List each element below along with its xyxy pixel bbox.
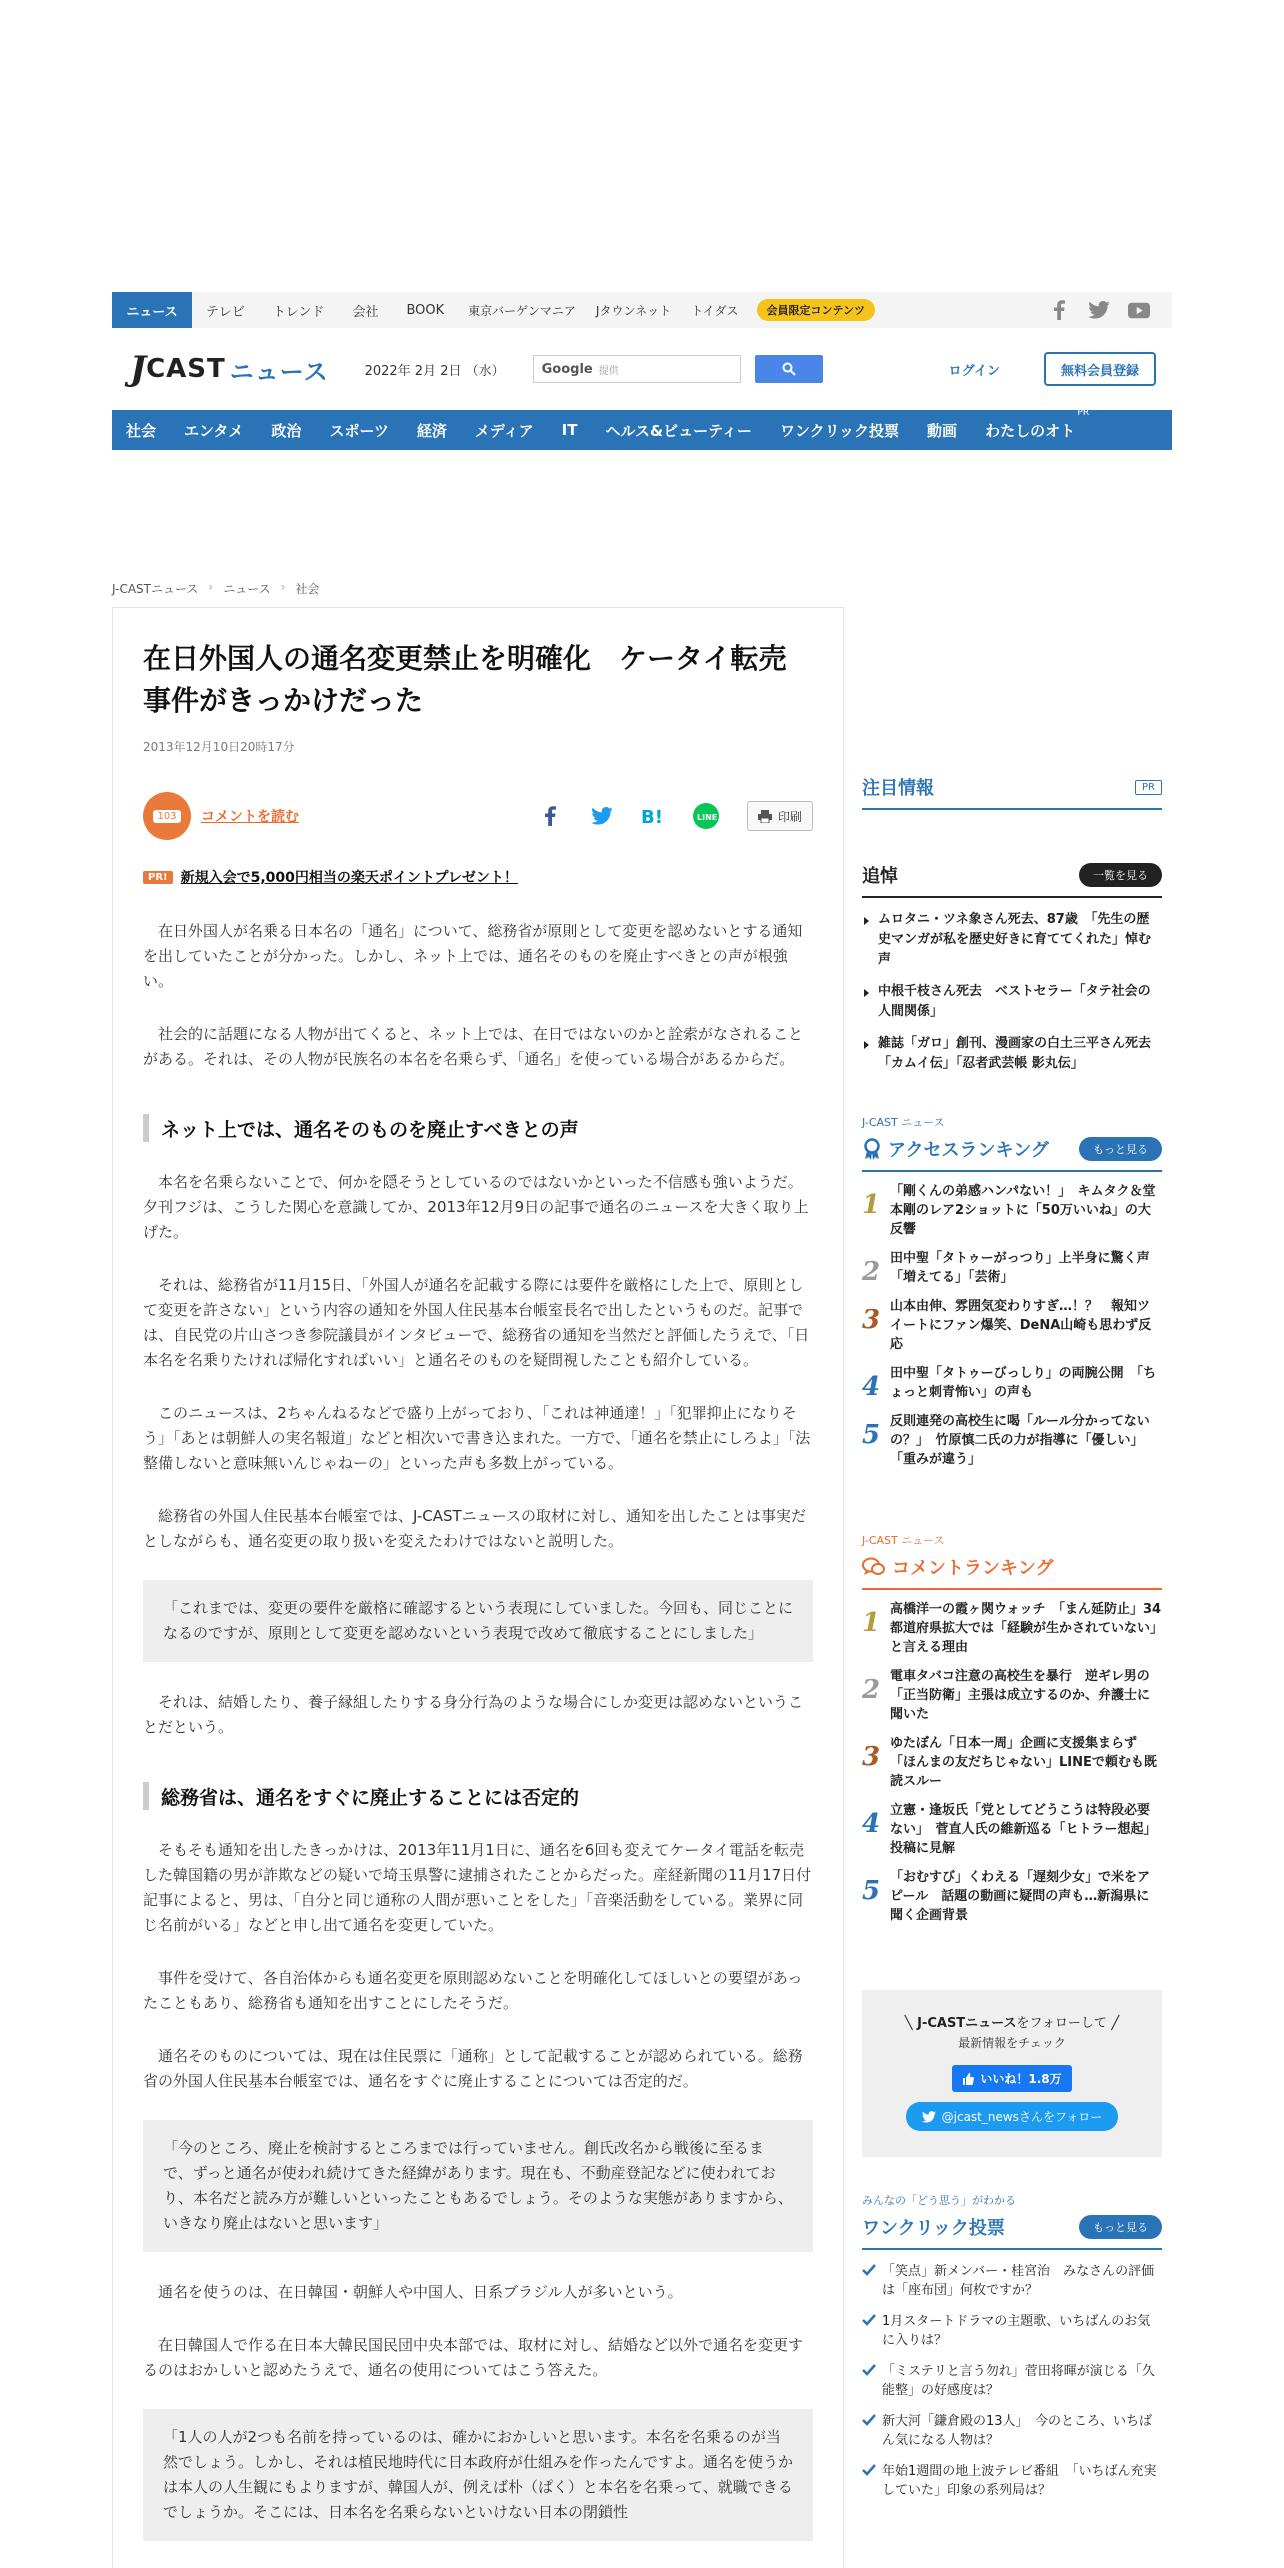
poll-item[interactable] [862,2412,1162,2450]
access-kicker: J-CAST ニュース [862,1116,945,1129]
breadcrumb-news[interactable]: ニュース [223,582,271,596]
ranking-item[interactable] [862,1600,1162,1657]
ribbon-icon [862,1138,882,1160]
article-paragraph: 在日韓国人で作る在日本大韓民国民団中央本部では、取材に対し、結婚など以外で通名を変更するのはおかしいと認めたうえで、通名の使用についてはこう答えた。 [143,2336,804,2379]
poll-section [862,2192,1162,2500]
cat-health-beauty[interactable]: ヘルス&ビューティー [605,421,752,440]
topnav-trend[interactable]: トレンド [272,304,325,320]
rank-number: 2 [862,1675,881,1705]
topnav-book[interactable]: BOOK [406,302,445,318]
topnav-jtown[interactable]: Jタウンネット [595,303,672,318]
breadcrumb-society[interactable]: 社会 [295,582,320,596]
checkmark-icon [862,2363,876,2377]
poll-item[interactable] [862,2312,1162,2350]
checkmark-icon [862,2463,876,2477]
article-paragraph: このニュースは、2ちゃんねるなどで盛り上がっており、「これは神通達！」「犯罪抑止になりそう」「あとは朝鮮人の実名報道」などと相次いで書き込まれた。一方で、「通名を禁止にしろよ」「法整備しないと意味無いんじゃねーの」といった声も多数上がっている。 [143,1404,811,1472]
article-paragraph: 通名を使うのは、在日韓国・朝鮮人や中国人、日系ブラジル人が多いという。 [158,2283,683,2301]
rank-number: 4 [862,1809,881,1839]
speech-bubble-icon [862,1557,886,1577]
twitter-icon[interactable] [1088,299,1110,321]
cat-video[interactable]: 動画 [927,421,958,440]
cat-watashi-no-oto[interactable] [985,407,1090,441]
article-date: 2013年12月10日20時17分 [143,740,295,754]
comment-count-badge[interactable] [143,792,191,840]
checkmark-icon [862,2263,876,2277]
ranking-item[interactable] [862,1297,1162,1354]
rank-text: 山本由伸、雰囲気変わりすぎ…！？ 報知ツイートにファン爆笑、DeNA山崎も思わず反応 [890,1299,1152,1352]
comment-count: 103 [153,810,180,823]
article-quote: 「今のところ、廃止を検討するところまでは行っていません。創氏改名から戦後に至るまで、ずっと通名が使われ続けてきた経緯があります。現在も、不動産登記などに使われており、本名だと読み方が難しいといったこともあるでしょう。そのような実態がありますから、いきなり廃止はないと思います」 [143,2120,813,2252]
obituary-more-button[interactable]: 一覧を見る [1079,863,1162,887]
rank-number: 3 [862,1305,881,1335]
follow-brand: J-CASTニュース [917,2016,1017,2031]
ranking-item[interactable] [862,1667,1162,1724]
ranking-item[interactable] [862,1364,1162,1402]
svg-text:LINE: LINE [697,813,718,822]
cat-one-click-vote[interactable]: ワンクリック投票 [779,421,900,440]
obituary-header [862,862,1162,898]
line-share-icon[interactable] [693,803,719,829]
topnav-company[interactable]: 会社 [352,304,379,320]
comment-ranking-list [862,1600,1162,1925]
poll-item-text: 1月スタートドラマの主題歌、いちばんのお気に入りは？ [882,2314,1151,2348]
rank-text: 立憲・逢坂氏「党としてどうこうは特段必要ない」 菅直人氏の維新巡る「ヒトラー想起」投稿に見解 [890,1803,1157,1856]
article-paragraph: そもそも通知を出したきっかけは、2013年11月1日に、通名を6回も変えてケータイ電話を転売した韓国籍の男が詐欺などの疑いで埼玉県警に逮捕されたことからだった。産経新聞の11月17日付記事によると、男は、「自分と同じ通称の人間が悪いことをした」「音楽活動をしている。業界に同じ名前がいる」などと申し出て通名を変更していた。 [143,1841,812,1934]
poll-item-text: 新大河「鎌倉殿の13人」 今のところ、いちばん気になる人物は？ [882,2414,1153,2448]
follow-text: をフォローして [1016,2016,1107,2031]
checkmark-icon [862,2313,876,2327]
rank-text: 反則連発の高校生に喝「ルール分かってないの？」 竹原慎二氏の力が指導に「優しい」「重みが違う」 [890,1414,1150,1467]
ranking-item[interactable] [862,1801,1162,1858]
list-item[interactable]: 雑誌「ガロ」創刊、漫画家の白土三平さん死去 「カムイ伝」「忍者武芸帳 影丸伝」 [862,1034,1162,1074]
rank-text: 「剛くんの弟感ハンパない！」 キムタク＆堂本剛のレア2ショットに「50万いいね」の大反響 [890,1184,1156,1237]
poll-item[interactable] [862,2362,1162,2400]
search-brand: Google [541,361,593,377]
cat-media[interactable]: メディア [474,421,534,440]
rank-number: 4 [862,1372,881,1402]
breadcrumb-separator: › [208,580,214,594]
svg-text:B!: B! [641,807,663,826]
topnav-bargain-mania[interactable]: 東京バーゲンマニア [468,303,576,318]
rank-number: 1 [862,1608,881,1638]
logo-news: ニュース [229,357,329,386]
rank-text: 「おむすび」くわえる「遅刻少女」で米をアピール 話題の動画に疑問の声も…新潟県に聞く企画背景 [890,1870,1151,1923]
header-date: 2022年 2月 2日 （水） [364,363,505,379]
facebook-icon[interactable] [1048,299,1070,321]
comment-ranking-title: コメントランキング [892,1558,1054,1579]
promo-text: 新規入会で5,000円相当の楽天ポイントプレゼント！ [180,870,518,886]
article-title: 在日外国人の通名変更禁止を明確化 ケータイ転売事件がきっかけだった [143,642,787,717]
print-icon [758,810,772,823]
article-subheading: 総務省は、通名をすぐに廃止することには否定的 [143,1782,813,1810]
poll-item[interactable] [862,2462,1162,2500]
poll-item[interactable] [862,2262,1162,2300]
jcast-logo[interactable] [130,349,329,389]
poll-list [862,2262,1162,2500]
article-paragraph: それは、総務省が11月15日、「外国人が通名を記載する際には要件を厳格にした上で、原則として変更を許さない」という内容の通知を外国人住民基本台帳室長名で出したというものだ。記事では、自民党の片山さつき参院議員がインタビューで、総務省の通知を当然だと評価したうえで、「日本名を名乗りたければ帰化すればいい」と通名そのものを疑問視したことも紹介している。 [143,1276,810,1369]
list-item[interactable]: ムロタニ・ツネ象さん死去、87歳 「先生の歴史マンガが私を歴史好きに育ててくれた」悼む声 [862,910,1162,970]
article-subheading: ネット上では、通名そのものを廃止すべきとの声 [143,1114,813,1142]
cat-sports[interactable]: スポーツ [329,421,389,440]
rank-text: ゆたぼん「日本一周」企画に支援集まらず「ほんまの友だちじゃない」LINEで頼むも既読スルー [890,1736,1157,1789]
breadcrumb-home[interactable]: J-CASTニュース [112,582,199,596]
attention-pr-badge: PR [1135,780,1162,795]
twitter-icon [922,2111,936,2123]
thumbs-up-icon [962,2073,974,2085]
poll-header [862,2214,1162,2250]
logo-j: J [130,349,147,389]
promo-tag: PR! [143,871,173,884]
article-paragraph: 通名そのものについては、現在は住民票に「通称」として記載することが認められている。総務省の外国人住民基本台帳室では、通名をすぐに廃止することについては否定的だ。 [143,2047,803,2090]
cat-entertainment[interactable]: エンタメ [184,421,244,440]
facebook-share-icon[interactable] [537,803,563,829]
rank-number: 5 [862,1420,881,1450]
ranking-item[interactable] [862,1249,1162,1287]
rank-number: 1 [862,1190,881,1220]
breadcrumb-separator: › [280,580,286,594]
attention-title: 注目情報 [862,778,934,799]
twitter-follow-button[interactable] [906,2102,1119,2131]
article-quote: 「1人の人が2つも名前を持っているのは、確かにおかしいと思います。本名を名乗るのが当然でしょう。しかし、それは植民地時代に日本政府が仕組みを作ったんですよ。通名を使うかは本人の人生観にもよりますが、韓国人が、例えば朴（ぱく）と本名を名乗って、就職できるでしょうか。そこには、日本名を名乗らないといけない日本の閉鎖性 [143,2409,813,2541]
attention-section [862,774,1162,810]
pr-label: PR [1077,407,1090,418]
access-ranking-section [862,1114,1162,1469]
ranking-item[interactable] [862,1412,1162,1469]
print-button[interactable] [747,801,813,831]
article-paragraph: それは、結婚したり、養子縁組したりする身分行為のような場合にしか変更は認めないということだという。 [143,1693,804,1736]
cat-economy[interactable]: 経済 [416,421,447,440]
topnav-toidasu[interactable]: トイダス [691,303,739,318]
rank-text: 電車タバコ注意の高校生を暴行 逆ギレ男の「正当防衛」主張は成立するのか、弁護士に聞いた [890,1669,1151,1722]
follow-sub: 最新情報をチェック [958,2036,1066,2050]
access-ranking-more-button[interactable]: もっと見る [1079,1137,1162,1161]
breadcrumb [112,580,319,597]
search-provider-label: 提供 [598,365,619,377]
read-comments-link[interactable]: コメントを読む [201,809,299,825]
article-quote: 「これまでは、変更の要件を厳格に確認するという表現にしていました。今回も、同じことになるのですが、原則として変更を認めないという表現で改めて徹底することにしました」 [143,1580,813,1662]
youtube-icon[interactable] [1128,299,1150,321]
facebook-like-button[interactable] [952,2065,1071,2092]
cat-it[interactable]: IT [561,421,578,439]
twitter-follow-label: @jcast_newsさんをフォロー [941,2110,1103,2124]
poll-item-text: 年始1週間の地上波テレビ番組 「いちばん充実していた」印象の系列局は？ [882,2464,1157,2498]
search-input[interactable] [533,355,741,383]
share-buttons [537,803,719,829]
rank-number: 5 [862,1876,881,1906]
twitter-share-icon[interactable] [589,803,615,829]
poll-title: ワンクリック投票 [862,2218,1005,2239]
logo-cast: CAST [146,354,226,384]
rank-number: 3 [862,1742,881,1772]
follow-heading: ╲ J-CASTニュースをフォローして ╱ [904,2016,1120,2031]
topnav-news[interactable]: ニュース [112,292,192,328]
category-nav [112,407,1172,450]
topnav-tv[interactable]: テレビ [206,304,245,320]
ranking-item[interactable] [862,1734,1162,1791]
top-nav [112,292,1172,328]
poll-kicker: みんなの「どう思う」がわかる [862,2194,1016,2207]
access-ranking-title: アクセスランキング [888,1140,1049,1161]
list-item[interactable]: 中根千枝さん死去 ベストセラー「タテ社会の人間関係」 [862,982,1162,1022]
cat-watashi-label: わたしのオト [985,421,1076,440]
rank-text: 田中聖「タトゥーがっつり」上半身に驚く声 「増えてる」「芸術」 [890,1251,1163,1285]
register-button[interactable]: 無料会員登録 [1044,352,1156,386]
checkmark-icon [862,2413,876,2427]
promo-link[interactable] [143,867,813,887]
poll-more-button[interactable]: もっと見る [1079,2215,1162,2239]
poll-item-text: 「笑点」新メンバー・桂宮治 みなさんの評価は「座布団」何枚ですか？ [882,2264,1155,2298]
cat-society[interactable]: 社会 [126,421,157,440]
obituary-list [862,910,1165,1074]
member-content-badge[interactable]: 会員限定コンテンツ [757,299,875,321]
rank-text: 高橋洋一の霞ヶ関ウォッチ 「まん延防止」34都道府県拡大では「経験が生かされていない」と言える理由 [890,1602,1162,1655]
site-header [112,338,1172,400]
article-paragraph: 総務省の外国人住民基本台帳室では、J-CASTニュースの取材に対し、通知を出したことは事実だとしながらも、通名変更の取り扱いを変えたわけではないと説明した。 [143,1507,806,1550]
rank-number: 2 [862,1257,881,1287]
search-button[interactable] [755,355,823,383]
article-paragraph: 在日外国人が名乗る日本名の「通名」について、総務省が原則として変更を認めないとする通知を出していたことが分かった。しかし、ネット上では、通名そのものを廃止すべきとの声が根強い。 [143,922,803,990]
access-ranking-header [862,1136,1162,1172]
comment-kicker: J-CAST ニュース [862,1534,945,1547]
obituary-title: 追悼 [862,866,898,887]
social-links [1048,299,1172,321]
comment-ranking-header [862,1554,1162,1590]
comment-ranking-section [862,1532,1162,1925]
ranking-item[interactable] [862,1868,1162,1925]
attention-header [862,774,1162,810]
access-ranking-list [862,1182,1162,1469]
follow-section [862,1990,1162,2157]
obituary-section [862,862,1165,1074]
article [112,607,844,2568]
login-link[interactable]: ログイン [948,363,1000,379]
article-paragraph: 社会的に話題になる人物が出てくると、ネット上では、在日ではないのかと詮索がなされることがある。それは、その人物が民族名の本名を名乗らず、「通名」を使っている場合があるからだ。 [143,1025,804,1068]
article-paragraph: 本名を名乗らないことで、何かを隠そうとしているのではないかといった不信感も強いようだ。夕刊フジは、こうした関心を意識してか、2013年12月9日の記事で通名のニュースを大きく取り上げた。 [143,1173,809,1241]
search-icon [782,362,796,376]
follow-box [862,1990,1162,2157]
hatena-bookmark-icon[interactable] [641,803,667,829]
rank-text: 田中聖「タトゥーびっしり」の両腕公開 「ちょっと刺青怖い」の声も [890,1366,1157,1400]
article-action-bar [143,791,813,841]
poll-item-text: 「ミステリと言う勿れ」菅田将暉が演じる「久能整」の好感度は？ [882,2364,1155,2398]
cat-politics[interactable]: 政治 [271,421,302,440]
facebook-like-label: いいね！1.8万 [980,2072,1062,2086]
article-paragraph: 事件を受けて、各自治体からも通名変更を原則認めないことを明確化してほしいとの要望があったこともあり、総務省も通知を出すことにしたそうだ。 [143,1969,803,2012]
ranking-item[interactable] [862,1182,1162,1239]
print-label: 印刷 [777,809,802,824]
